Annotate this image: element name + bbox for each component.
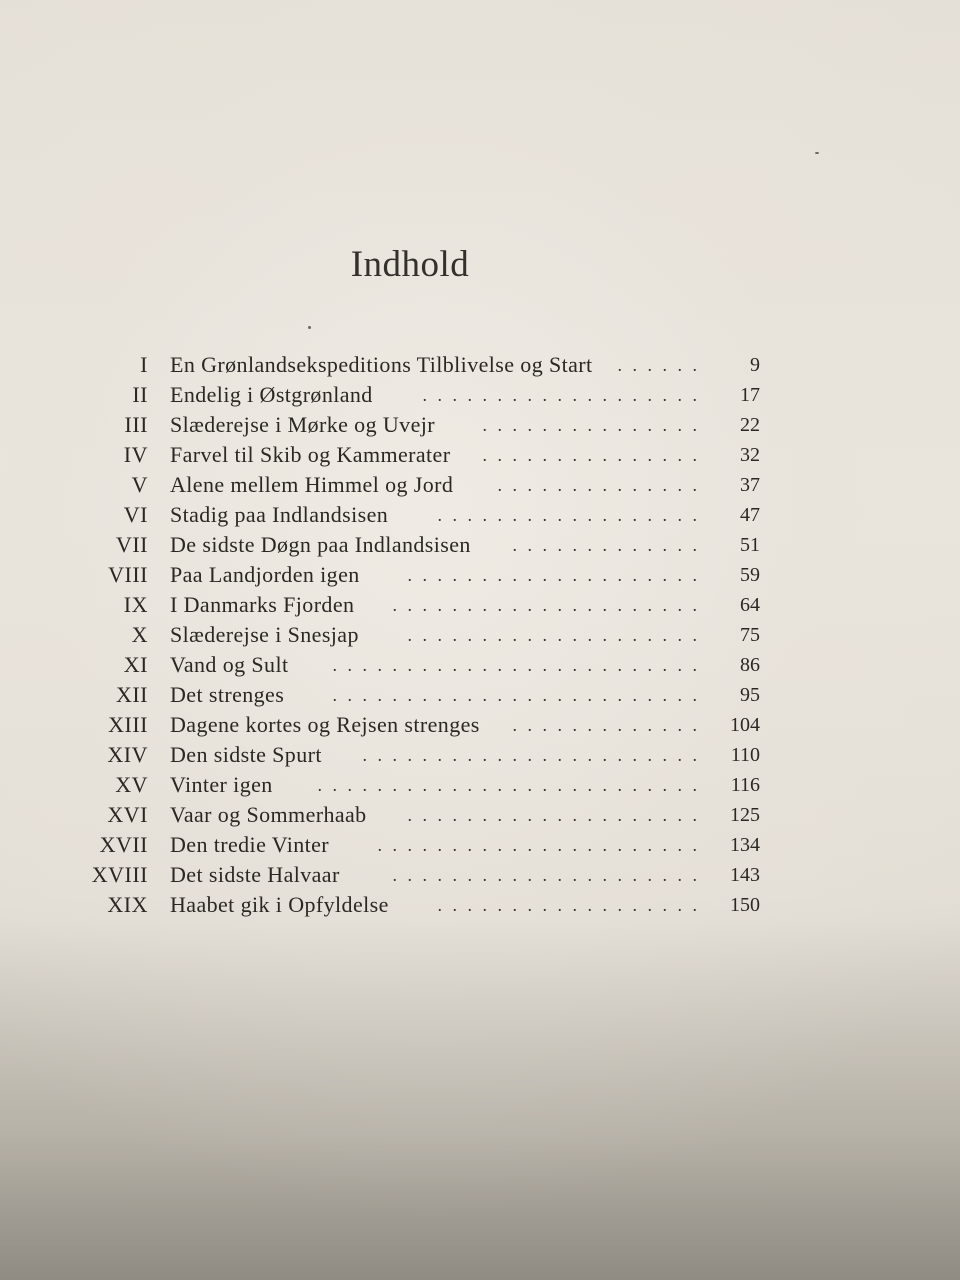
chapter-title: Farvel til Skib og Kammerater bbox=[170, 442, 451, 467]
chapter-number: VI bbox=[123, 502, 148, 527]
chapter-title: Slæderejse i Snesjap bbox=[170, 622, 359, 647]
chapter-number: X bbox=[131, 622, 148, 647]
chapter-number: XVIII bbox=[91, 862, 148, 887]
dot-leader: . . . . . . . . . . . . . . . . . . . . bbox=[407, 805, 700, 825]
toc-entry bbox=[70, 680, 760, 710]
chapter-number: I bbox=[140, 352, 148, 377]
page-number: 9 bbox=[750, 354, 760, 376]
page-number: 51 bbox=[740, 534, 760, 556]
page-number: 143 bbox=[730, 864, 760, 886]
toc-entry bbox=[70, 590, 760, 620]
chapter-number: XIII bbox=[108, 712, 148, 737]
dot-leader: . . . . . . . . . . . . . . . . . . . . . bbox=[392, 865, 700, 885]
toc-entry bbox=[70, 620, 760, 650]
toc-entry bbox=[70, 440, 760, 470]
dot-leader: . . . . . . . . . . . . . . bbox=[497, 475, 700, 495]
chapter-title: Den tredie Vinter bbox=[170, 832, 330, 857]
dot-leader: . . . . . . bbox=[617, 355, 700, 375]
page-number: 150 bbox=[730, 894, 760, 916]
chapter-number: XIV bbox=[107, 742, 148, 767]
toc-entry bbox=[70, 740, 760, 770]
page-number: 125 bbox=[730, 804, 760, 826]
toc-entry bbox=[70, 800, 760, 830]
chapter-title: Dagene kortes og Rejsen strenges bbox=[170, 712, 480, 737]
chapter-title: Den sidste Spurt bbox=[170, 742, 322, 767]
dot-leader: . . . . . . . . . . . . . . . bbox=[482, 415, 700, 435]
page-shadow bbox=[0, 920, 960, 1280]
dot-leader: . . . . . . . . . . . . . . . . . . bbox=[437, 505, 700, 525]
page-number: 32 bbox=[740, 444, 760, 466]
chapter-number: XV bbox=[115, 772, 148, 797]
chapter-title: Paa Landjorden igen bbox=[170, 562, 360, 587]
chapter-number: II bbox=[132, 382, 148, 407]
chapter-number: III bbox=[124, 412, 148, 437]
dot-leader: . . . . . . . . . . . . . . . . . . . . . bbox=[392, 595, 700, 615]
dot-leader: . . . . . . . . . . . . . . . . . . . . . . . . . bbox=[332, 685, 700, 705]
chapter-number: VII bbox=[115, 532, 148, 557]
chapter-title: Stadig paa Indlandsisen bbox=[170, 502, 389, 527]
page-number: 37 bbox=[740, 474, 760, 496]
page-number: 17 bbox=[740, 384, 760, 406]
chapter-number: XIX bbox=[107, 892, 148, 917]
toc-entry bbox=[70, 890, 760, 920]
toc-entry bbox=[70, 770, 760, 800]
paper-speck bbox=[308, 326, 311, 329]
toc-entry bbox=[70, 380, 760, 410]
page-number: 134 bbox=[730, 834, 760, 856]
page-number: 75 bbox=[740, 624, 760, 646]
dot-leader: . . . . . . . . . . . . . . . bbox=[482, 445, 700, 465]
page-number: 95 bbox=[740, 684, 760, 706]
chapter-number: VIII bbox=[108, 562, 148, 587]
chapter-title: Alene mellem Himmel og Jord bbox=[170, 472, 454, 497]
toc-entry bbox=[70, 500, 760, 530]
chapter-title: Det sidste Halvaar bbox=[170, 862, 340, 887]
chapter-title: Endelig i Østgrønland bbox=[170, 382, 373, 407]
chapter-number: V bbox=[131, 472, 148, 497]
toc-entry bbox=[70, 830, 760, 860]
chapter-number: XVI bbox=[107, 802, 148, 827]
chapter-title: Haabet gik i Opfyldelse bbox=[170, 892, 389, 917]
chapter-number: XII bbox=[115, 682, 148, 707]
chapter-title: Slæderejse i Mørke og Uvejr bbox=[170, 412, 435, 437]
page-number: 59 bbox=[740, 564, 760, 586]
chapter-title: Vand og Sult bbox=[170, 652, 289, 677]
toc-entry bbox=[70, 560, 760, 590]
dot-leader: . . . . . . . . . . . . . bbox=[512, 535, 700, 555]
chapter-title: Vaar og Sommerhaab bbox=[170, 802, 367, 827]
toc-entry bbox=[70, 530, 760, 560]
page-number: 64 bbox=[740, 594, 760, 616]
dot-leader: . . . . . . . . . . . . . . . . . . . . . . . bbox=[362, 745, 700, 765]
toc-entry bbox=[70, 710, 760, 740]
toc-entry bbox=[70, 860, 760, 890]
chapter-title: Vinter igen bbox=[170, 772, 273, 797]
chapter-title: De sidste Døgn paa Indlandsisen bbox=[170, 532, 471, 557]
dot-leader: . . . . . . . . . . . . . . . . . . . bbox=[422, 385, 700, 405]
dot-leader: . . . . . . . . . . . . . . . . . . . . . . . . . bbox=[332, 655, 700, 675]
chapter-title: En Grønlandsekspeditions Tilblivelse og Start bbox=[170, 352, 593, 377]
page-number: 116 bbox=[730, 774, 760, 796]
chapter-number: XVII bbox=[99, 832, 148, 857]
toc-entry bbox=[70, 350, 760, 380]
chapter-number: XI bbox=[123, 652, 148, 677]
dot-leader: . . . . . . . . . . . . . . . . . . . . . . . . . . bbox=[317, 775, 700, 795]
toc-entry bbox=[70, 650, 760, 680]
table-of-contents bbox=[70, 350, 760, 920]
page-number: 110 bbox=[730, 744, 760, 766]
page-number: 86 bbox=[740, 654, 760, 676]
toc-entry bbox=[70, 410, 760, 440]
dot-leader: . . . . . . . . . . . . . bbox=[512, 715, 700, 735]
page-title: Indhold bbox=[350, 244, 470, 285]
page-number: 22 bbox=[740, 414, 760, 436]
page-number: 104 bbox=[730, 714, 760, 736]
chapter-title: I Danmarks Fjorden bbox=[170, 592, 355, 617]
chapter-number: IV bbox=[123, 442, 148, 467]
dot-leader: . . . . . . . . . . . . . . . . . . . . . . bbox=[377, 835, 700, 855]
paper-speck bbox=[815, 152, 819, 154]
chapter-number: IX bbox=[123, 592, 148, 617]
dot-leader: . . . . . . . . . . . . . . . . . . bbox=[437, 895, 700, 915]
toc-entry bbox=[70, 470, 760, 500]
chapter-title: Det strenges bbox=[170, 682, 285, 707]
dot-leader: . . . . . . . . . . . . . . . . . . . . bbox=[407, 625, 700, 645]
dot-leader: . . . . . . . . . . . . . . . . . . . . bbox=[407, 565, 700, 585]
page-number: 47 bbox=[740, 504, 760, 526]
